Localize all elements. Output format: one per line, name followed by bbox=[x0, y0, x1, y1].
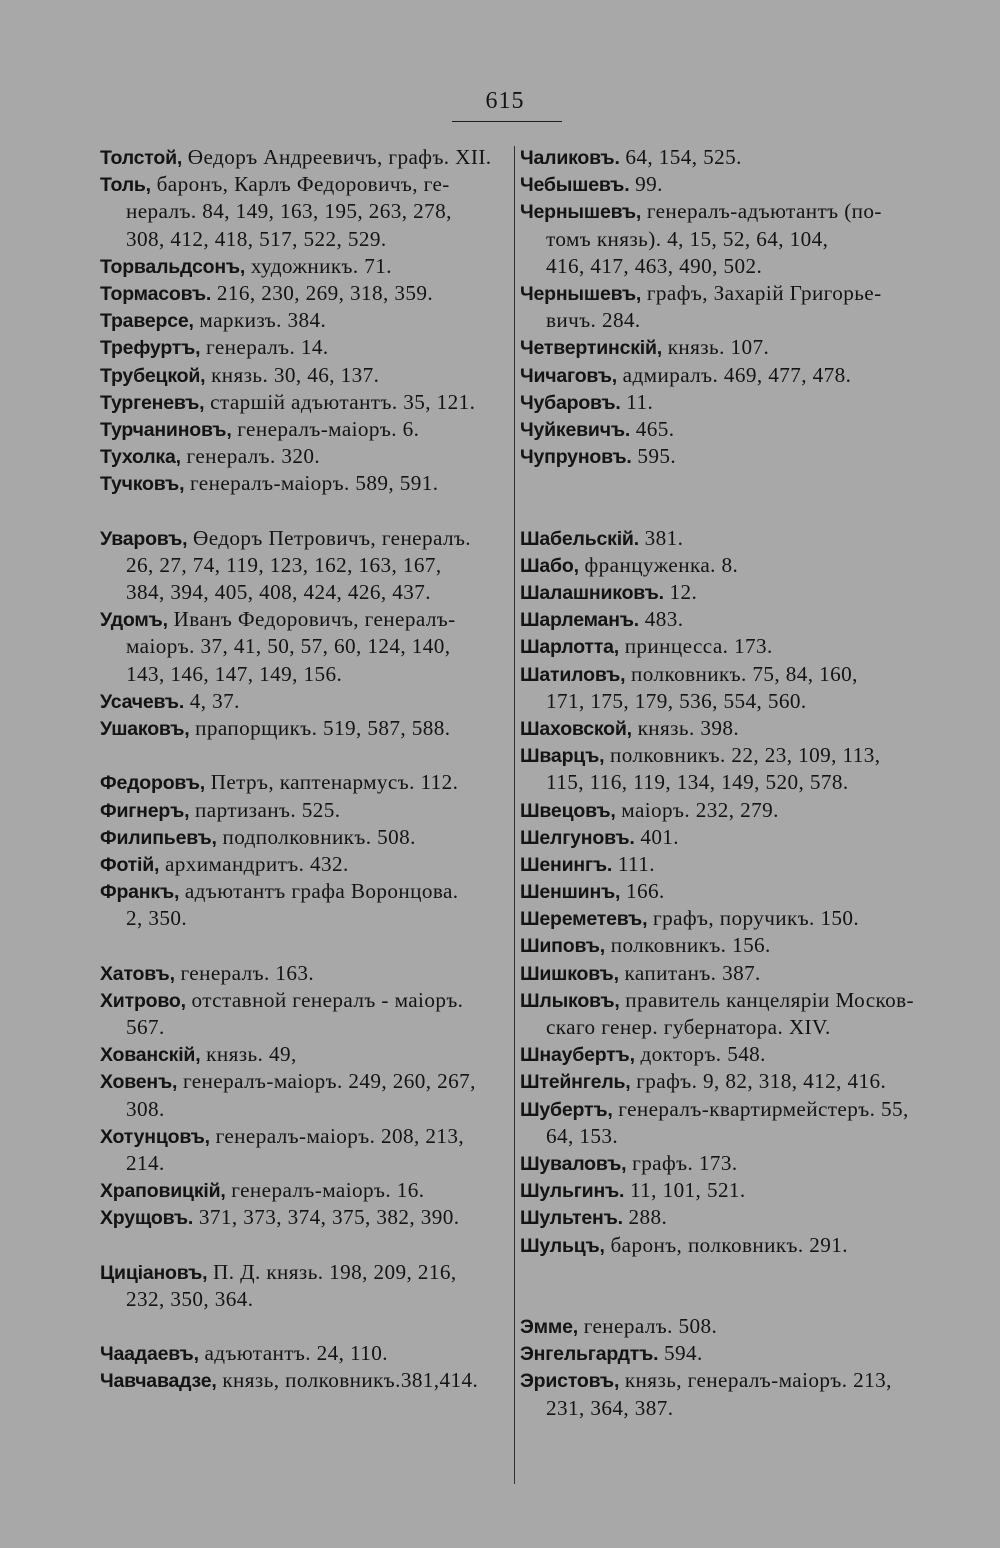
entry-references: нералъ. 84, 149, 163, 195, 263, 278, bbox=[126, 199, 452, 224]
index-entry bbox=[100, 389, 506, 416]
entry-name: Уваровъ, bbox=[100, 527, 188, 550]
index-continuation-line bbox=[520, 226, 940, 253]
index-entry bbox=[100, 144, 506, 171]
entry-references: генералъ-маіоръ. 6. bbox=[231, 416, 420, 441]
index-entry bbox=[520, 525, 940, 552]
index-entry bbox=[100, 715, 506, 742]
index-entry bbox=[100, 1259, 506, 1286]
entry-references: 11. bbox=[620, 389, 654, 414]
entry-name: Шультенъ. bbox=[520, 1207, 623, 1230]
index-entry bbox=[100, 769, 506, 796]
entry-name: Шишковъ, bbox=[520, 962, 619, 985]
entry-references: 4, 37. bbox=[184, 688, 240, 713]
index-entry bbox=[100, 987, 506, 1014]
entry-references: архимандритъ. 432. bbox=[159, 851, 349, 876]
index-continuation-line bbox=[100, 552, 506, 579]
entry-references: 384, 394, 405, 408, 424, 426, 437. bbox=[126, 580, 431, 604]
entry-references: 214. bbox=[126, 1150, 165, 1175]
entry-name: Шарлотта, bbox=[520, 636, 619, 659]
entry-references: маіоръ. 232, 279. bbox=[615, 797, 779, 822]
index-gap bbox=[520, 497, 940, 524]
entry-references: генералъ-адъютантъ (по- bbox=[641, 199, 882, 224]
entry-references: 2, 350. bbox=[126, 906, 188, 931]
entry-references: 308. bbox=[126, 1096, 165, 1121]
entry-references: князь. 398. bbox=[631, 715, 740, 740]
entry-references: 232, 350, 364. bbox=[126, 1286, 254, 1311]
index-entry bbox=[100, 878, 506, 905]
index-entry bbox=[520, 144, 940, 171]
entry-references: маіоръ. 37, 41, 50, 57, 60, 124, 140, bbox=[126, 634, 451, 659]
entry-name: Ушаковъ, bbox=[100, 717, 190, 740]
index-continuation-line bbox=[100, 1014, 506, 1041]
index-entry bbox=[520, 932, 940, 959]
entry-references: старшій адъютантъ. 35, 121. bbox=[204, 389, 476, 414]
index-entry bbox=[100, 1367, 506, 1394]
index-entry bbox=[100, 416, 506, 443]
index-entry bbox=[520, 1041, 940, 1068]
entry-references: 171, 175, 179, 536, 554, 560. bbox=[546, 688, 807, 713]
entry-references: полковникъ. 22, 23, 109, 113, bbox=[604, 743, 881, 768]
index-continuation-line bbox=[520, 769, 940, 796]
index-gap bbox=[520, 1286, 940, 1313]
entry-references: князь, генералъ-маіоръ. 213, bbox=[619, 1368, 892, 1393]
entry-references: 288. bbox=[622, 1205, 668, 1230]
index-entry bbox=[520, 824, 940, 851]
index-entry bbox=[100, 688, 506, 715]
index-entry bbox=[520, 633, 940, 660]
index-entry bbox=[100, 171, 506, 198]
entry-references: полковникъ. 75, 84, 160, bbox=[625, 661, 858, 686]
entry-references: 12. bbox=[663, 580, 698, 604]
index-continuation-line bbox=[100, 226, 506, 253]
index-entry bbox=[100, 525, 506, 552]
index-entry bbox=[520, 1068, 940, 1095]
index-entry bbox=[520, 334, 940, 361]
index-continuation-line bbox=[520, 1123, 940, 1150]
entry-name: Чубаровъ. bbox=[520, 391, 621, 414]
index-entry bbox=[520, 1096, 940, 1123]
index-entry bbox=[100, 307, 506, 334]
entry-name: Эристовъ, bbox=[520, 1370, 620, 1393]
index-entry bbox=[520, 171, 940, 198]
index-entry bbox=[100, 606, 506, 633]
entry-name: Чебышевъ. bbox=[520, 174, 630, 197]
index-entry bbox=[520, 1150, 940, 1177]
entry-name: Хотунцовъ, bbox=[100, 1125, 210, 1148]
entry-name: Шеншинъ, bbox=[520, 881, 621, 904]
index-entry bbox=[100, 1068, 506, 1095]
entry-name: Шульцъ, bbox=[520, 1234, 605, 1257]
entry-name: Хрущовъ. bbox=[100, 1207, 194, 1230]
entry-name: Хованскій, bbox=[100, 1044, 201, 1067]
entry-references: 483. bbox=[639, 607, 684, 632]
entry-references: генералъ-маіоръ. 589, 591. bbox=[184, 471, 439, 496]
entry-references: маркизъ. 384. bbox=[193, 308, 327, 333]
index-gap bbox=[520, 1259, 940, 1286]
entry-references: 11, 101, 521. bbox=[624, 1178, 746, 1203]
index-entry bbox=[520, 389, 940, 416]
index-continuation-line bbox=[520, 307, 940, 334]
entry-name: Шабо, bbox=[520, 554, 579, 577]
entry-name: Шуваловъ, bbox=[520, 1152, 627, 1175]
entry-name: Шенингъ. bbox=[520, 853, 613, 876]
entry-references: 115, 116, 119, 134, 149, 520, 578. bbox=[546, 770, 849, 795]
entry-references: генералъ-маіоръ. 249, 260, 267, bbox=[177, 1069, 476, 1094]
entry-references: 401. bbox=[634, 824, 679, 849]
entry-references: художникъ. 71. bbox=[245, 253, 392, 278]
entry-references: 64, 154, 525. bbox=[619, 145, 742, 169]
index-gap bbox=[100, 742, 506, 769]
entry-name: Чупруновъ. bbox=[520, 446, 632, 469]
index-entry bbox=[520, 443, 940, 470]
entry-name: Штейнгель, bbox=[520, 1071, 631, 1094]
index-entry bbox=[520, 1367, 940, 1394]
entry-name: Чернышевъ, bbox=[520, 282, 642, 305]
entry-name: Чавчавадзе, bbox=[100, 1370, 217, 1393]
entry-references: 26, 27, 74, 119, 123, 162, 163, 167, bbox=[126, 552, 442, 577]
entry-name: Турчаниновъ, bbox=[100, 418, 232, 441]
index-entry bbox=[520, 715, 940, 742]
entry-name: Трефуртъ, bbox=[100, 337, 201, 360]
entry-references: подполковникъ. 508. bbox=[216, 824, 416, 849]
entry-references: скаго генер. губернатора. XIV. bbox=[546, 1015, 831, 1039]
index-continuation-line bbox=[100, 633, 506, 660]
entry-references: 595. bbox=[631, 444, 677, 469]
header-rule bbox=[452, 121, 562, 122]
index-entry bbox=[100, 443, 506, 470]
entry-name: Чернышевъ, bbox=[520, 201, 642, 224]
entry-references: графъ, Захарій Григорье- bbox=[641, 280, 882, 305]
index-entry bbox=[520, 1313, 940, 1340]
entry-references: докторъ. 548. bbox=[634, 1042, 766, 1067]
entry-references: графъ. 9, 82, 318, 412, 416. bbox=[630, 1069, 887, 1094]
entry-name: Шарлеманъ. bbox=[520, 609, 640, 632]
entry-name: Четвертинскій, bbox=[520, 337, 663, 360]
index-gap bbox=[100, 497, 506, 524]
entry-references: француженка. 8. bbox=[578, 552, 739, 577]
entry-name: Торвальдсонъ, bbox=[100, 255, 246, 278]
index-entry bbox=[100, 1041, 506, 1068]
entry-references: томъ князь). 4, 15, 52, 64, 104, bbox=[546, 226, 829, 251]
entry-references: 111. bbox=[612, 851, 655, 876]
index-entry bbox=[520, 797, 940, 824]
index-entry bbox=[520, 606, 940, 633]
entry-references: полковникъ. 156. bbox=[605, 933, 771, 958]
index-gap bbox=[100, 1313, 506, 1340]
index-entry bbox=[100, 470, 506, 497]
entry-name: Чаликовъ. bbox=[520, 147, 620, 169]
entry-name: Шварцъ, bbox=[520, 745, 605, 768]
entry-name: Шиповъ, bbox=[520, 935, 606, 958]
entry-name: Траверсе, bbox=[100, 310, 194, 333]
entry-references: князь, полковникъ.381,414. bbox=[216, 1368, 479, 1393]
entry-references: 371, 373, 374, 375, 382, 390. bbox=[193, 1205, 460, 1230]
entry-name: Удомъ, bbox=[100, 609, 168, 632]
entry-references: вичъ. 284. bbox=[546, 308, 641, 333]
index-continuation-line bbox=[100, 905, 506, 932]
entry-name: Филипьевъ, bbox=[100, 826, 217, 849]
entry-references: Өедоръ Петровичъ, генералъ. bbox=[187, 525, 471, 550]
column-divider bbox=[514, 146, 515, 1484]
index-continuation-line bbox=[520, 1014, 940, 1041]
entry-name: Толстой, bbox=[100, 147, 183, 169]
entry-references: отставной генералъ - маіоръ. bbox=[185, 987, 464, 1012]
index-entry bbox=[100, 334, 506, 361]
entry-references: генералъ. 163. bbox=[174, 960, 315, 985]
entry-name: Шульгинъ. bbox=[520, 1180, 625, 1203]
entry-references: князь. 49, bbox=[200, 1042, 297, 1067]
entry-references: 308, 412, 418, 517, 522, 529. bbox=[126, 226, 387, 251]
index-continuation-line bbox=[100, 198, 506, 225]
entry-references: капитанъ. 387. bbox=[618, 960, 761, 985]
index-gap bbox=[100, 932, 506, 959]
index-entry bbox=[520, 851, 940, 878]
entry-references: П. Д. князь. 198, 209, 216, bbox=[207, 1259, 457, 1284]
index-continuation-line bbox=[520, 253, 940, 280]
index-entry bbox=[100, 1204, 506, 1231]
index-entry bbox=[100, 1340, 506, 1367]
entry-references: князь. 30, 46, 137. bbox=[205, 362, 380, 387]
index-entry bbox=[520, 552, 940, 579]
index-entry bbox=[100, 797, 506, 824]
index-entry bbox=[520, 280, 940, 307]
entry-references: правитель канцеляріи Москов- bbox=[619, 987, 914, 1012]
index-entry bbox=[100, 1177, 506, 1204]
entry-references: генералъ. 14. bbox=[200, 335, 329, 360]
entry-name: Шелгуновъ. bbox=[520, 826, 635, 849]
entry-references: 416, 417, 463, 490, 502. bbox=[546, 253, 763, 278]
entry-name: Шабельскій. bbox=[520, 527, 639, 550]
index-entry bbox=[520, 742, 940, 769]
index-entry bbox=[520, 878, 940, 905]
entry-name: Ховенъ, bbox=[100, 1071, 178, 1094]
index-entry bbox=[520, 987, 940, 1014]
entry-name: Энгельгардтъ. bbox=[520, 1343, 659, 1366]
entry-references: Өедоръ Андреевичъ, графъ. XII. bbox=[182, 145, 492, 169]
index-entry bbox=[520, 416, 940, 443]
entry-name: Храповицкій, bbox=[100, 1180, 226, 1203]
entry-references: Петръ, каптенармусъ. 112. bbox=[204, 770, 459, 795]
index-entry bbox=[100, 280, 506, 307]
index-continuation-line bbox=[100, 579, 506, 606]
index-entry bbox=[520, 362, 940, 389]
entry-name: Шнаубертъ, bbox=[520, 1044, 635, 1067]
index-entry bbox=[100, 824, 506, 851]
entry-references: баронъ, полковникъ. 291. bbox=[604, 1232, 848, 1257]
entry-name: Фигнеръ, bbox=[100, 799, 190, 822]
entry-references: графъ. 173. bbox=[626, 1150, 738, 1175]
index-continuation-line bbox=[100, 1096, 506, 1123]
index-continuation-line bbox=[100, 1286, 506, 1313]
entry-name: Чаадаевъ, bbox=[100, 1343, 199, 1366]
entry-references: 216, 230, 269, 318, 359. bbox=[211, 280, 434, 305]
entry-references: 594. bbox=[658, 1341, 703, 1366]
entry-references: 381. bbox=[638, 525, 684, 550]
entry-references: генералъ-маіоръ. 208, 213, bbox=[209, 1123, 465, 1148]
index-entry bbox=[100, 362, 506, 389]
entry-name: Швецовъ, bbox=[520, 799, 616, 822]
entry-name: Усачевъ. bbox=[100, 690, 185, 713]
entry-references: графъ, поручикъ. 150. bbox=[647, 906, 860, 931]
index-entry bbox=[520, 905, 940, 932]
entry-references: прапорщикъ. 519, 587, 588. bbox=[189, 715, 451, 740]
index-entry bbox=[520, 198, 940, 225]
index-gap bbox=[100, 1232, 506, 1259]
entry-references: князь. 107. bbox=[662, 335, 770, 360]
entry-references: Иванъ Федоровичъ, генералъ- bbox=[167, 607, 456, 632]
index-entry bbox=[100, 1123, 506, 1150]
entry-name: Чичаговъ, bbox=[520, 364, 617, 387]
entry-name: Тучковъ, bbox=[100, 473, 185, 496]
entry-name: Шалашниковъ. bbox=[520, 582, 664, 604]
index-gap bbox=[520, 470, 940, 497]
entry-references: 231, 364, 387. bbox=[546, 1395, 674, 1420]
index-entry bbox=[100, 960, 506, 987]
entry-name: Тормасовъ. bbox=[100, 282, 212, 305]
index-entry bbox=[520, 1340, 940, 1367]
entry-name: Шаховской, bbox=[520, 717, 632, 740]
entry-references: 567. bbox=[126, 1015, 165, 1039]
entry-name: Шлыковъ, bbox=[520, 989, 620, 1012]
entry-name: Трубецкой, bbox=[100, 364, 206, 387]
entry-references: принцесса. 173. bbox=[619, 634, 773, 659]
index-entry bbox=[100, 253, 506, 280]
entry-name: Хитрово, bbox=[100, 989, 186, 1012]
entry-name: Толь, bbox=[100, 174, 151, 197]
entry-name: Тухолка, bbox=[100, 446, 181, 469]
entry-name: Шатиловъ, bbox=[520, 663, 626, 686]
entry-references: баронъ, Карлъ Федоровичъ, ге- bbox=[150, 172, 450, 197]
entry-name: Шубертъ, bbox=[520, 1098, 613, 1121]
index-entry bbox=[100, 851, 506, 878]
entry-references: генералъ. 320. bbox=[180, 444, 321, 469]
entry-references: 465. bbox=[630, 416, 675, 441]
entry-name: Шереметевъ, bbox=[520, 908, 648, 931]
entry-references: адъютантъ графа Воронцова. bbox=[179, 879, 459, 904]
index-entry bbox=[520, 661, 940, 688]
entry-references: адъютантъ. 24, 110. bbox=[198, 1341, 388, 1366]
entry-name: Эмме, bbox=[520, 1316, 578, 1339]
index-continuation-line bbox=[100, 1150, 506, 1177]
entry-name: Хатовъ, bbox=[100, 962, 175, 985]
entry-name: Федоровъ, bbox=[100, 772, 205, 795]
entry-references: 166. bbox=[620, 879, 665, 904]
index-entry bbox=[520, 1204, 940, 1231]
entry-references: 99. bbox=[629, 172, 663, 197]
index-continuation-line bbox=[520, 688, 940, 715]
entry-references: 143, 146, 147, 149, 156. bbox=[126, 661, 343, 686]
entry-name: Чуйкевичъ. bbox=[520, 418, 631, 441]
entry-name: Фотій, bbox=[100, 853, 160, 876]
index-column-left bbox=[100, 144, 506, 1395]
entry-references: генералъ-маіоръ. 16. bbox=[225, 1178, 425, 1203]
entry-references: генералъ. 508. bbox=[578, 1314, 718, 1339]
page-number: 615 bbox=[485, 88, 525, 114]
index-entry bbox=[520, 579, 940, 606]
entry-references: партизанъ. 525. bbox=[189, 797, 341, 822]
index-entry bbox=[520, 1232, 940, 1259]
index-continuation-line bbox=[100, 661, 506, 688]
entry-name: Тургеневъ, bbox=[100, 391, 205, 414]
entry-name: Франкъ, bbox=[100, 881, 180, 904]
entry-name: Цицiановъ, bbox=[100, 1261, 208, 1284]
index-entry bbox=[520, 960, 940, 987]
entry-references: генералъ-квартирмейстеръ. 55, bbox=[612, 1096, 909, 1121]
index-continuation-line bbox=[520, 1395, 940, 1422]
entry-references: 64, 153. bbox=[546, 1123, 619, 1148]
entry-references: адмиралъ. 469, 477, 478. bbox=[616, 362, 852, 387]
index-entry bbox=[520, 1177, 940, 1204]
index-column-right bbox=[520, 144, 940, 1422]
